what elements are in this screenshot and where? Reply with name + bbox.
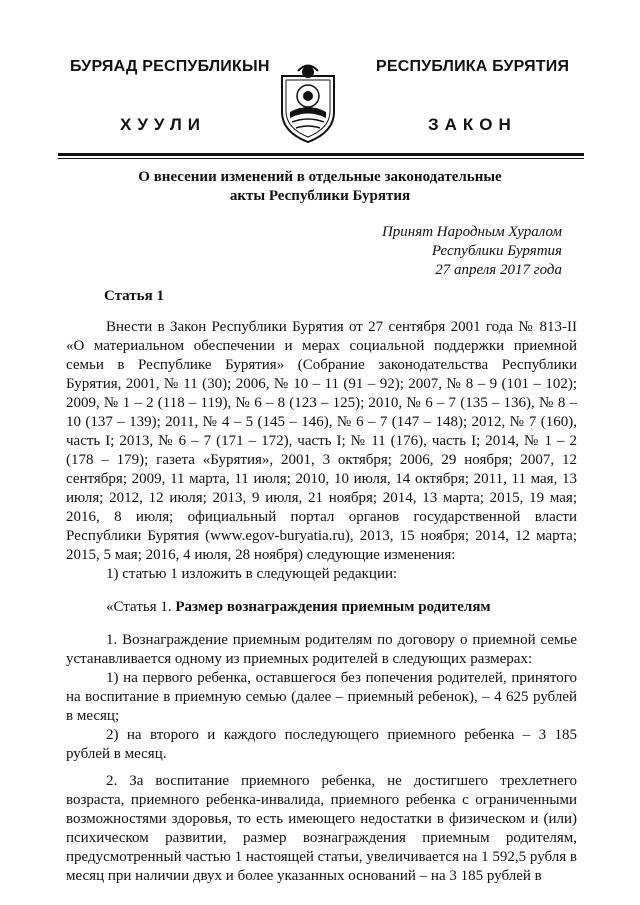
article-1-heading: Статья 1 [104,288,164,304]
adoption-line-2: Республики Бурятия [431,243,562,259]
clause-1-item-1: 1) на первого ребенка, оставшегося без попечения родителей, принятого на воспитание в приемную семью (далее – приемный ребенок), – 4 625 рублей в месяц; [66,670,577,724]
adoption-line-1: Принят Народным Хуралом [381,224,562,240]
coat-of-arms-emblem [276,62,340,144]
amendment-item-1: 1) статью 1 изложить в следующей редакции: [106,566,398,582]
title-line-2: акты Республики Бурятия [229,188,411,204]
adoption-note [382,223,562,280]
header-rule-thin [58,158,584,159]
header-right-subtitle: ЗАКОН [428,115,517,134]
title-line-1: О внесении изменений в отдельные законодательные [138,169,502,185]
header-right-title: РЕСПУБЛИКА БУРЯТИЯ [376,58,570,75]
adoption-date: 27 апреля 2017 года [435,262,562,278]
quoted-article-heading [66,598,577,617]
document-title [110,168,530,206]
clause-1-item-2: 2) на второго и каждого последующего приемного ребенка – 3 185 рублей в месяц. [66,727,577,762]
clause-2: 2. За воспитание приемного ребенка, не достигшего трехлетнего возраста, приемного ребенка-инвалида, приемного ребенка с ограниченными возможностями здоровья, то есть имеющего недостатки в физическом и (или) психическом развитии, размер вознаграждения приемным родителям, предусмотренный частью 1 настоящей статьи, увеличивается на 1 592,5 рубля в месяц при наличии двух и более указанных оснований – на 3 185 рублей в [66,773,577,884]
header-left-title: БУРЯАД РЕСПУБЛИКЫН [70,58,270,75]
quoted-article-prefix: «Статья 1. [106,599,176,615]
header-left-subtitle: ХУУЛИ [120,115,206,134]
clause-1: 1. Вознаграждение приемным родителям по договору о приемной семье устанавливается одному из приемных родителей в следующих размерах: [66,632,577,667]
header-rule-thick [58,153,584,156]
quoted-article-title: Размер вознаграждения приемным родителям [175,599,491,615]
article-1-intro: Внести в Закон Республики Бурятия от 27 сентября 2001 года № 813-II «О материальном обеспечении и мерах социальной поддержки приемной семьи в Республике Бурятия» (Собрание законодательства Республики Бурятия, 2001, № 11 (30); 2006, № 10 – 11 (91 – 92); 2007, № 8 – 9 (101 – 102); 2009, № 1 – 2 (118 – 119), № 6 – 8 (123 – 125); 2010, № 6 – 7 (135 – 136), № 8 – 10 (137 – 139); 2011, № 4 – 5 (145 – 146), № 6 – 7 (147 – 148); 2012, № 7 (160), часть I; 2013, № 6 – 7 (171 – 172), часть I; № 11 (176), часть I; 2014, № 1 – 2 (178 – 179); газета «Бурятия», 2001, 3 октября; 2006, 29 ноября; 2007, 12 сентября; 2009, 11 марта, 11 июля; 2010, 10 июля, 14 октября; 2011, 11 мая, 13 июля; 2012, 12 июля; 2013, 9 июля, 21 ноября; 2014, 13 марта; 2015, 19 мая; 2016, 8 июля; официальный портал органов государственной власти Республики Бурятия (www.egov-buryatia.ru), 2013, 15 ноября; 2014, 12 марта; 2015, 5 мая; 2016, 4 июля, 28 ноября) следующие изменения: [66,319,577,563]
article-body [66,318,577,886]
